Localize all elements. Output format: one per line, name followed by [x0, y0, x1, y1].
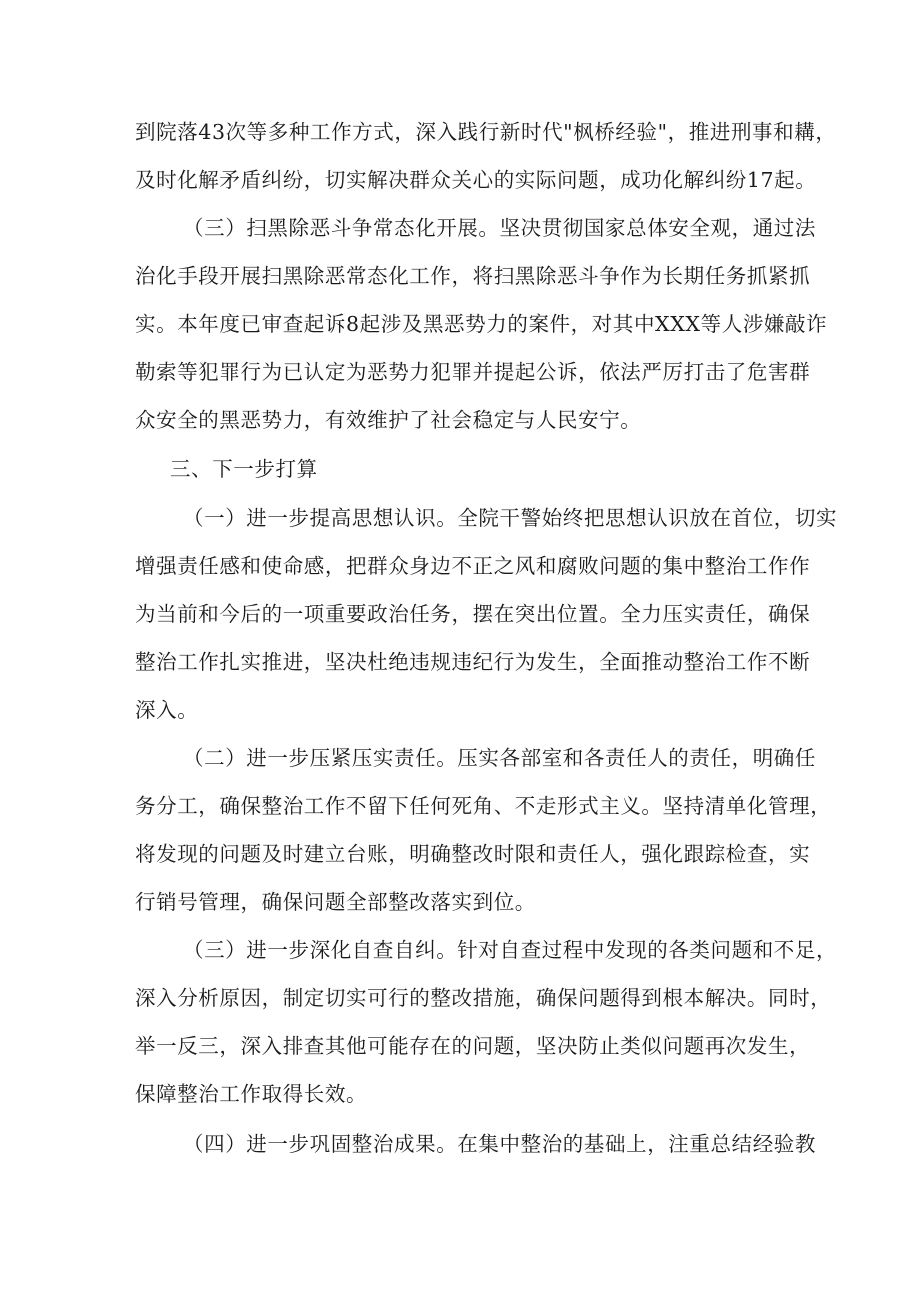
text-line: 务分工，确保整治工作不留下任何死角、不走形式主义。坚持清单化管理，: [135, 794, 832, 818]
paragraph-start-line: （二）进一步压紧压实责任。压实各部室和各责任人的责任，明确任: [183, 746, 816, 770]
text-line: 到院落43次等多种工作方式，深入践行新时代"枫桥经验"，推进刑事和耩，: [135, 120, 837, 144]
text-line: 行销号管理，确保问题全部整改落实到位。: [135, 890, 536, 914]
text-line: 保障整治工作取得长效。: [135, 1082, 368, 1106]
paragraph-start-line: （四）进一步巩固整治成果。在集中整治的基础上，注重总结经验教: [183, 1132, 816, 1156]
paragraph-start-line: （三）进一步深化自查自纠。针对自查过程中发现的各类问题和不足，: [183, 938, 838, 962]
text-line: 举一反三，深入排查其他可能存在的问题，坚决防止类似问题再次发生，: [135, 1034, 811, 1058]
text-line: 实。本年度已审查起诉8起涉及黑恶势力的案件，对其中XXX等人涉嫌敲诈: [135, 312, 828, 336]
text-line: 深入分析原因，制定切实可行的整改措施，确保问题得到根本解决。同时，: [135, 986, 832, 1010]
section-heading: 三、下一步打算: [170, 457, 318, 481]
text-line: 为当前和今后的一项重要政治任务，摆在突出位置。全力压实责任，确保: [135, 602, 811, 626]
paragraph-start-line: （三）扫黑除恶斗争常态化开展。坚决贯彻国家总体安全观，通过法: [183, 216, 816, 240]
text-line: 及时化解矛盾纠纷，切实解决群众关心的实际问题，成功化解纠纷17起。: [135, 168, 817, 192]
text-line: 将发现的问题及时建立台账，明确整改时限和责任人，强化跟踪检查，实: [135, 842, 811, 866]
text-line: 深入。: [135, 698, 199, 722]
paragraph-start-line: （一）进一步提高思想认识。全院干警始终把思想认识放在首位，切实: [183, 506, 838, 530]
text-line: 众安全的黑恶势力，有效维护了社会稳定与人民安宁。: [135, 408, 642, 432]
text-line: 治化手段开展扫黑除恶常态化工作，将扫黑除恶斗争作为长期任务抓紧抓: [135, 264, 811, 288]
text-line: 整治工作扎实推进，坚决杜绝违规违纪行为发生，全面推动整治工作不断: [135, 650, 811, 674]
text-line: 勒索等犯罪行为已认定为恶势力犯罪并提起公诉，依法严厉打击了危害群: [135, 360, 811, 384]
text-line: 增强责任感和使命感，把群众身边不正之风和腐败问题的集中整治工作作: [135, 554, 811, 578]
